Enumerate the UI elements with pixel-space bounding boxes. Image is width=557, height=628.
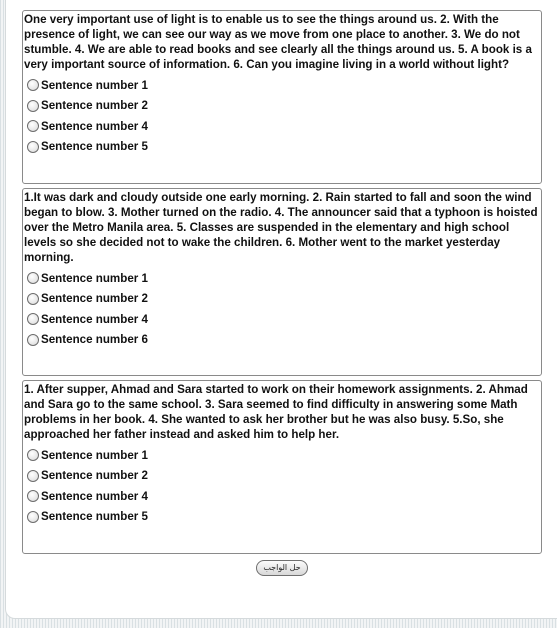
option-q2-2[interactable] <box>23 289 541 310</box>
question-box-2 <box>22 188 542 376</box>
option-label: Sentence number 4 <box>41 489 148 503</box>
option-q3-4[interactable] <box>23 507 541 528</box>
question-box-3 <box>22 380 542 554</box>
question-text: One very important use of light is to enable us to see the things around us. 2. With the presence of light, we can see our way as we move from one place to another. 3. We do not stumble. 4. We are able to read books and see clearly all the things around us. 5. A book is a very important source of information. 6. Can you imagine living in a world without light? <box>24 13 532 71</box>
option-q3-3[interactable] <box>23 486 541 507</box>
option-label: Sentence number 2 <box>41 99 148 113</box>
option-q2-4[interactable] <box>23 330 541 351</box>
option-label: Sentence number 4 <box>41 119 148 133</box>
radio-button[interactable] <box>27 293 39 305</box>
radio-button[interactable] <box>27 449 39 461</box>
option-label: Sentence number 6 <box>41 333 148 347</box>
question-text: 1. After supper, Ahmad and Sara started to work on their homework assignments. 2. Ahmad and Sara go to the same school. 3. Sara seemed to find difficulty in answering some Math problems in her book. 4. She wanted to ask her brother but he was also busy. 5.So, she approached her father instead and asked him to help her. <box>24 383 528 441</box>
option-label: Sentence number 1 <box>41 78 148 92</box>
radio-button[interactable] <box>27 334 39 346</box>
question-text: 1.It was dark and cloudy outside one early morning. 2. Rain started to fall and soon the wind began to blow. 3. Mother turned on the radio. 4. The announcer said that a typhoon is hoisted over the Metro Manila area. 5. Classes are suspended in the elementary and high school levels so she decided not to wake the children. 6. Mother went to the market yesterday morning. <box>24 191 538 264</box>
option-q2-3[interactable] <box>23 309 541 330</box>
radio-button[interactable] <box>27 313 39 325</box>
radio-button[interactable] <box>27 272 39 284</box>
option-label: Sentence number 4 <box>41 312 148 326</box>
option-q1-1[interactable] <box>23 75 541 96</box>
submit-homework-button[interactable]: حل الواجب <box>256 560 308 576</box>
option-label: Sentence number 1 <box>41 448 148 462</box>
question-box-1 <box>22 10 542 184</box>
option-q1-3[interactable] <box>23 116 541 137</box>
option-label: Sentence number 2 <box>41 469 148 483</box>
radio-button[interactable] <box>27 511 39 523</box>
radio-button[interactable] <box>27 141 39 153</box>
option-q3-1[interactable] <box>23 445 541 466</box>
option-label: Sentence number 2 <box>41 292 148 306</box>
option-q1-4[interactable] <box>23 137 541 158</box>
option-q3-2[interactable] <box>23 466 541 487</box>
radio-button[interactable] <box>27 490 39 502</box>
radio-button[interactable] <box>27 470 39 482</box>
option-q2-1[interactable] <box>23 268 541 289</box>
radio-button[interactable] <box>27 100 39 112</box>
option-label: Sentence number 5 <box>41 140 148 154</box>
option-q1-2[interactable] <box>23 96 541 117</box>
radio-button[interactable] <box>27 120 39 132</box>
option-label: Sentence number 1 <box>41 271 148 285</box>
option-label: Sentence number 5 <box>41 510 148 524</box>
radio-button[interactable] <box>27 79 39 91</box>
